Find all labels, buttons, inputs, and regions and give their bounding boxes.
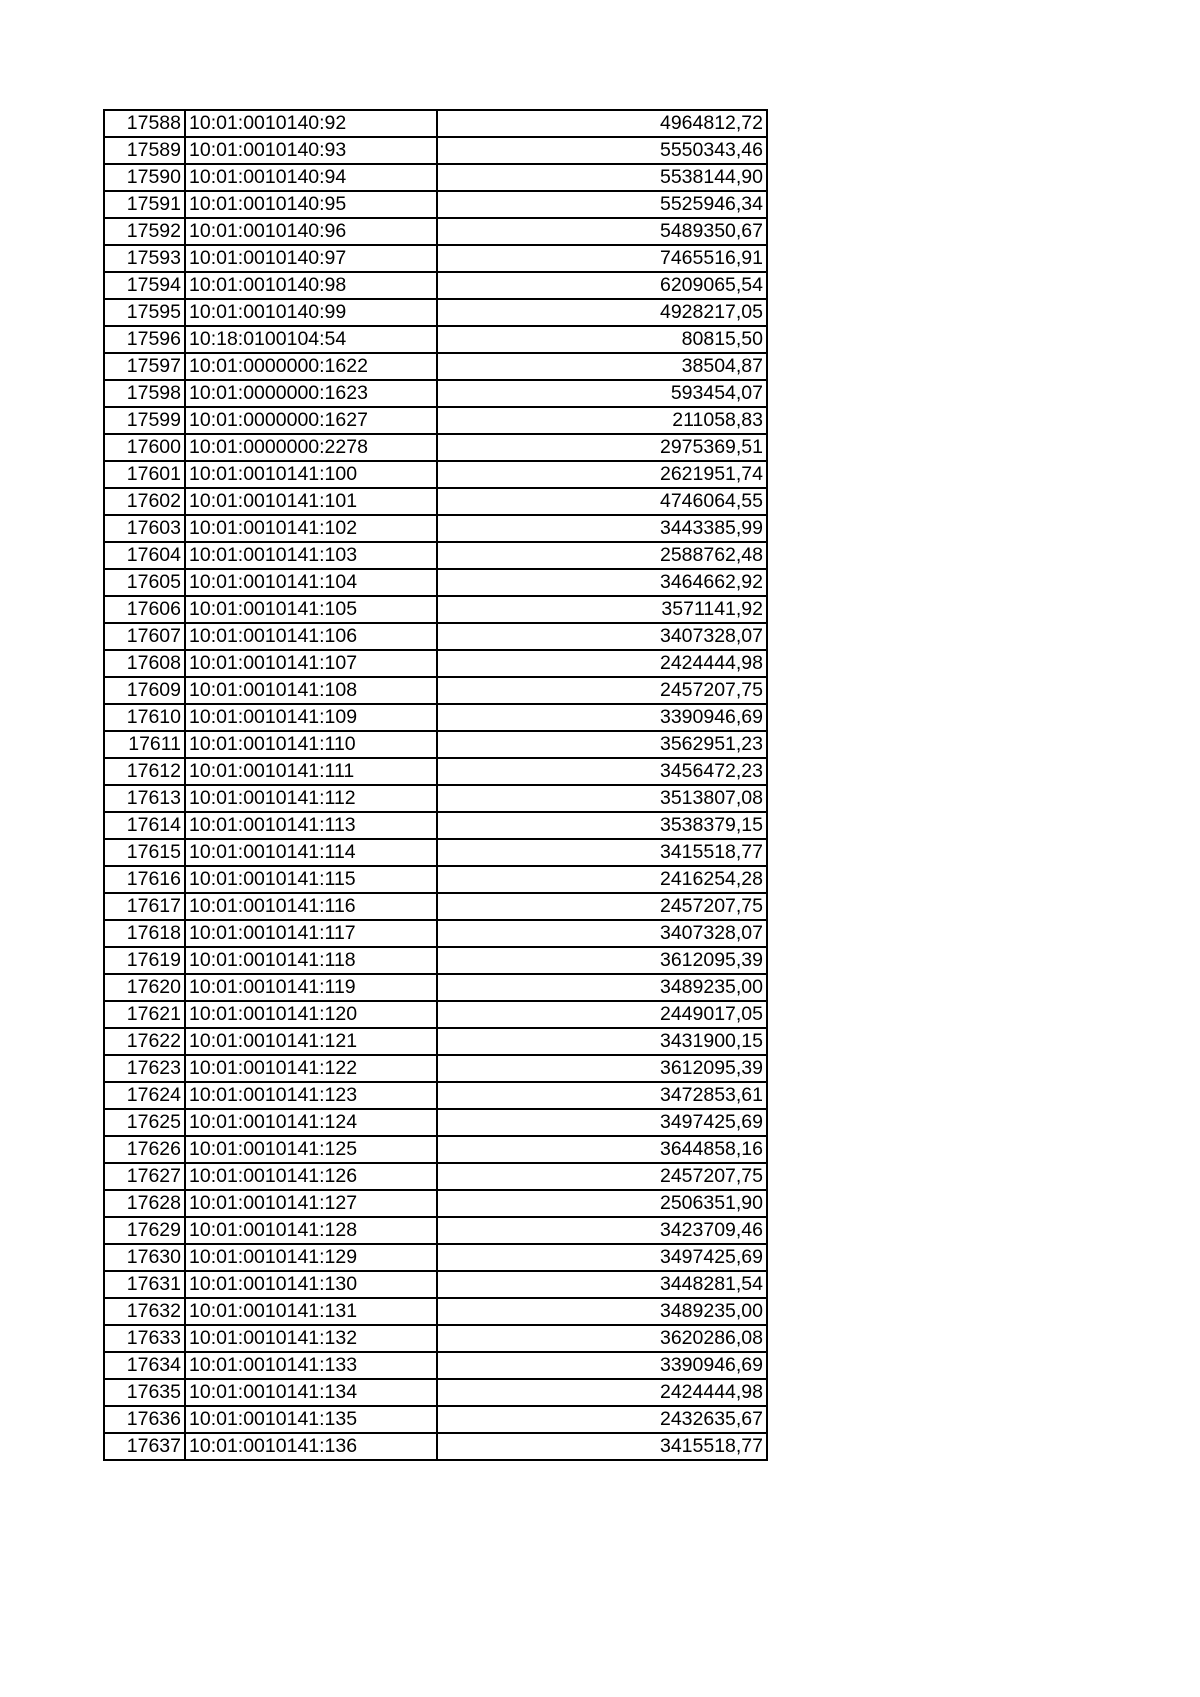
table-row xyxy=(104,758,767,785)
value-cell: 3431900,15 xyxy=(437,1028,767,1055)
value-cell: 80815,50 xyxy=(437,326,767,353)
value-cell: 4746064,55 xyxy=(437,488,767,515)
value-cell: 5525946,34 xyxy=(437,191,767,218)
table-row xyxy=(104,596,767,623)
table-row xyxy=(104,1163,767,1190)
cadastral-number-cell: 10:01:0010141:108 xyxy=(185,677,437,704)
cadastral-number-cell: 10:01:0010140:93 xyxy=(185,137,437,164)
row-number-cell: 17629 xyxy=(104,1217,185,1244)
table-row xyxy=(104,704,767,731)
cadastral-number-cell: 10:01:0010141:105 xyxy=(185,596,437,623)
value-cell: 3612095,39 xyxy=(437,947,767,974)
table-row xyxy=(104,380,767,407)
value-cell: 5550343,46 xyxy=(437,137,767,164)
row-number-cell: 17614 xyxy=(104,812,185,839)
value-cell: 3390946,69 xyxy=(437,1352,767,1379)
cadastral-number-cell: 10:01:0000000:1622 xyxy=(185,353,437,380)
table-row xyxy=(104,218,767,245)
row-number-cell: 17589 xyxy=(104,137,185,164)
cadastral-number-cell: 10:01:0010141:134 xyxy=(185,1379,437,1406)
table-row xyxy=(104,974,767,1001)
table-row xyxy=(104,785,767,812)
table-body xyxy=(104,110,767,1460)
cadastral-number-cell: 10:01:0010141:115 xyxy=(185,866,437,893)
cadastral-number-cell: 10:01:0010141:102 xyxy=(185,515,437,542)
row-number-cell: 17604 xyxy=(104,542,185,569)
cadastral-number-cell: 10:01:0010140:94 xyxy=(185,164,437,191)
row-number-cell: 17590 xyxy=(104,164,185,191)
row-number-cell: 17630 xyxy=(104,1244,185,1271)
row-number-cell: 17637 xyxy=(104,1433,185,1460)
row-number-cell: 17615 xyxy=(104,839,185,866)
table-row xyxy=(104,353,767,380)
table-row xyxy=(104,1298,767,1325)
row-number-cell: 17603 xyxy=(104,515,185,542)
table-row xyxy=(104,110,767,137)
value-cell: 2621951,74 xyxy=(437,461,767,488)
table-row xyxy=(104,839,767,866)
table-row xyxy=(104,1028,767,1055)
value-cell: 3472853,61 xyxy=(437,1082,767,1109)
cadastral-number-cell: 10:01:0010141:114 xyxy=(185,839,437,866)
cadastral-number-cell: 10:01:0010141:120 xyxy=(185,1001,437,1028)
row-number-cell: 17632 xyxy=(104,1298,185,1325)
table-row xyxy=(104,488,767,515)
value-cell: 2457207,75 xyxy=(437,1163,767,1190)
table-row xyxy=(104,1433,767,1460)
cadastral-number-cell: 10:01:0010141:129 xyxy=(185,1244,437,1271)
value-cell: 3443385,99 xyxy=(437,515,767,542)
cadastral-number-cell: 10:01:0010141:124 xyxy=(185,1109,437,1136)
value-cell: 2975369,51 xyxy=(437,434,767,461)
row-number-cell: 17610 xyxy=(104,704,185,731)
table-row xyxy=(104,542,767,569)
value-cell: 3415518,77 xyxy=(437,839,767,866)
row-number-cell: 17633 xyxy=(104,1325,185,1352)
table-row xyxy=(104,1244,767,1271)
row-number-cell: 17597 xyxy=(104,353,185,380)
cadastral-number-cell: 10:01:0010141:135 xyxy=(185,1406,437,1433)
cadastral-number-cell: 10:01:0010141:133 xyxy=(185,1352,437,1379)
table-row xyxy=(104,1271,767,1298)
value-cell: 3390946,69 xyxy=(437,704,767,731)
cadastral-number-cell: 10:18:0100104:54 xyxy=(185,326,437,353)
row-number-cell: 17600 xyxy=(104,434,185,461)
row-number-cell: 17608 xyxy=(104,650,185,677)
row-number-cell: 17594 xyxy=(104,272,185,299)
value-cell: 3489235,00 xyxy=(437,1298,767,1325)
cadastral-number-cell: 10:01:0010140:97 xyxy=(185,245,437,272)
cadastral-number-cell: 10:01:0010141:132 xyxy=(185,1325,437,1352)
table-row xyxy=(104,407,767,434)
table-row xyxy=(104,1217,767,1244)
value-cell: 3489235,00 xyxy=(437,974,767,1001)
cadastral-number-cell: 10:01:0010141:112 xyxy=(185,785,437,812)
table-row xyxy=(104,1406,767,1433)
cadastral-number-cell: 10:01:0010140:95 xyxy=(185,191,437,218)
value-cell: 593454,07 xyxy=(437,380,767,407)
value-cell: 38504,87 xyxy=(437,353,767,380)
table-row xyxy=(104,1109,767,1136)
row-number-cell: 17619 xyxy=(104,947,185,974)
cadastral-number-cell: 10:01:0010141:130 xyxy=(185,1271,437,1298)
cadastral-number-cell: 10:01:0010141:136 xyxy=(185,1433,437,1460)
cadastral-number-cell: 10:01:0010141:101 xyxy=(185,488,437,515)
table-row xyxy=(104,1352,767,1379)
value-cell: 2457207,75 xyxy=(437,677,767,704)
row-number-cell: 17623 xyxy=(104,1055,185,1082)
row-number-cell: 17626 xyxy=(104,1136,185,1163)
value-cell: 2449017,05 xyxy=(437,1001,767,1028)
table-row xyxy=(104,623,767,650)
value-cell: 3448281,54 xyxy=(437,1271,767,1298)
row-number-cell: 17588 xyxy=(104,110,185,137)
table-row xyxy=(104,164,767,191)
value-cell: 3612095,39 xyxy=(437,1055,767,1082)
cadastral-number-cell: 10:01:0010141:110 xyxy=(185,731,437,758)
row-number-cell: 17598 xyxy=(104,380,185,407)
row-number-cell: 17612 xyxy=(104,758,185,785)
table-row xyxy=(104,245,767,272)
cadastral-number-cell: 10:01:0010141:116 xyxy=(185,893,437,920)
table-row xyxy=(104,650,767,677)
row-number-cell: 17607 xyxy=(104,623,185,650)
row-number-cell: 17613 xyxy=(104,785,185,812)
table-row xyxy=(104,1055,767,1082)
table-row xyxy=(104,569,767,596)
table-row xyxy=(104,866,767,893)
table-row xyxy=(104,461,767,488)
row-number-cell: 17611 xyxy=(104,731,185,758)
table-row xyxy=(104,191,767,218)
row-number-cell: 17595 xyxy=(104,299,185,326)
value-cell: 3497425,69 xyxy=(437,1244,767,1271)
cadastral-number-cell: 10:01:0000000:2278 xyxy=(185,434,437,461)
cadastral-number-cell: 10:01:0010141:103 xyxy=(185,542,437,569)
value-cell: 2588762,48 xyxy=(437,542,767,569)
value-cell: 3562951,23 xyxy=(437,731,767,758)
row-number-cell: 17596 xyxy=(104,326,185,353)
row-number-cell: 17609 xyxy=(104,677,185,704)
value-cell: 3407328,07 xyxy=(437,920,767,947)
value-cell: 3620286,08 xyxy=(437,1325,767,1352)
table-row xyxy=(104,1136,767,1163)
value-cell: 4964812,72 xyxy=(437,110,767,137)
row-number-cell: 17618 xyxy=(104,920,185,947)
row-number-cell: 17605 xyxy=(104,569,185,596)
cadastral-number-cell: 10:01:0010141:119 xyxy=(185,974,437,1001)
row-number-cell: 17625 xyxy=(104,1109,185,1136)
table-row xyxy=(104,677,767,704)
row-number-cell: 17602 xyxy=(104,488,185,515)
table-row xyxy=(104,893,767,920)
cadastral-number-cell: 10:01:0010141:117 xyxy=(185,920,437,947)
row-number-cell: 17616 xyxy=(104,866,185,893)
cadastral-number-cell: 10:01:0010141:127 xyxy=(185,1190,437,1217)
cadastral-number-cell: 10:01:0010141:106 xyxy=(185,623,437,650)
cadastral-number-cell: 10:01:0010141:126 xyxy=(185,1163,437,1190)
value-cell: 2416254,28 xyxy=(437,866,767,893)
row-number-cell: 17617 xyxy=(104,893,185,920)
row-number-cell: 17606 xyxy=(104,596,185,623)
cadastral-number-cell: 10:01:0010141:113 xyxy=(185,812,437,839)
cadastral-number-cell: 10:01:0010140:98 xyxy=(185,272,437,299)
cadastral-number-cell: 10:01:0010141:100 xyxy=(185,461,437,488)
cadastral-number-cell: 10:01:0010141:123 xyxy=(185,1082,437,1109)
cadastral-number-cell: 10:01:0010141:125 xyxy=(185,1136,437,1163)
cadastral-number-cell: 10:01:0010140:92 xyxy=(185,110,437,137)
cadastral-number-cell: 10:01:0010140:96 xyxy=(185,218,437,245)
row-number-cell: 17593 xyxy=(104,245,185,272)
table-row xyxy=(104,731,767,758)
cadastral-number-cell: 10:01:0010141:107 xyxy=(185,650,437,677)
row-number-cell: 17636 xyxy=(104,1406,185,1433)
row-number-cell: 17634 xyxy=(104,1352,185,1379)
table-row xyxy=(104,272,767,299)
row-number-cell: 17627 xyxy=(104,1163,185,1190)
row-number-cell: 17631 xyxy=(104,1271,185,1298)
table-row xyxy=(104,1325,767,1352)
cadastral-number-cell: 10:01:0010141:118 xyxy=(185,947,437,974)
table-row xyxy=(104,515,767,542)
table-row xyxy=(104,1082,767,1109)
table-row xyxy=(104,1190,767,1217)
value-cell: 3497425,69 xyxy=(437,1109,767,1136)
table-row xyxy=(104,1001,767,1028)
cadastral-number-cell: 10:01:0010141:131 xyxy=(185,1298,437,1325)
value-cell: 3423709,46 xyxy=(437,1217,767,1244)
row-number-cell: 17635 xyxy=(104,1379,185,1406)
value-cell: 2457207,75 xyxy=(437,893,767,920)
cadastral-number-cell: 10:01:0010141:109 xyxy=(185,704,437,731)
cadastral-number-cell: 10:01:0010141:128 xyxy=(185,1217,437,1244)
table-row xyxy=(104,299,767,326)
value-cell: 211058,83 xyxy=(437,407,767,434)
value-cell: 3407328,07 xyxy=(437,623,767,650)
table-row xyxy=(104,947,767,974)
row-number-cell: 17599 xyxy=(104,407,185,434)
value-cell: 3538379,15 xyxy=(437,812,767,839)
table-row xyxy=(104,326,767,353)
value-cell: 2424444,98 xyxy=(437,650,767,677)
value-cell: 4928217,05 xyxy=(437,299,767,326)
table-row xyxy=(104,920,767,947)
row-number-cell: 17621 xyxy=(104,1001,185,1028)
value-cell: 3571141,92 xyxy=(437,596,767,623)
cadastral-value-table xyxy=(103,109,768,1461)
row-number-cell: 17624 xyxy=(104,1082,185,1109)
value-cell: 7465516,91 xyxy=(437,245,767,272)
value-cell: 3513807,08 xyxy=(437,785,767,812)
value-cell: 5538144,90 xyxy=(437,164,767,191)
row-number-cell: 17622 xyxy=(104,1028,185,1055)
value-cell: 3415518,77 xyxy=(437,1433,767,1460)
value-cell: 3644858,16 xyxy=(437,1136,767,1163)
cadastral-number-cell: 10:01:0000000:1623 xyxy=(185,380,437,407)
row-number-cell: 17601 xyxy=(104,461,185,488)
table-row xyxy=(104,812,767,839)
cadastral-number-cell: 10:01:0010141:122 xyxy=(185,1055,437,1082)
cadastral-number-cell: 10:01:0010141:121 xyxy=(185,1028,437,1055)
cadastral-number-cell: 10:01:0010140:99 xyxy=(185,299,437,326)
row-number-cell: 17591 xyxy=(104,191,185,218)
cadastral-number-cell: 10:01:0000000:1627 xyxy=(185,407,437,434)
value-cell: 5489350,67 xyxy=(437,218,767,245)
table-row xyxy=(104,1379,767,1406)
cadastral-number-cell: 10:01:0010141:111 xyxy=(185,758,437,785)
row-number-cell: 17628 xyxy=(104,1190,185,1217)
cadastral-number-cell: 10:01:0010141:104 xyxy=(185,569,437,596)
value-cell: 2432635,67 xyxy=(437,1406,767,1433)
value-cell: 2506351,90 xyxy=(437,1190,767,1217)
table-row xyxy=(104,434,767,461)
value-cell: 6209065,54 xyxy=(437,272,767,299)
value-cell: 3464662,92 xyxy=(437,569,767,596)
row-number-cell: 17592 xyxy=(104,218,185,245)
table-row xyxy=(104,137,767,164)
value-cell: 2424444,98 xyxy=(437,1379,767,1406)
row-number-cell: 17620 xyxy=(104,974,185,1001)
value-cell: 3456472,23 xyxy=(437,758,767,785)
